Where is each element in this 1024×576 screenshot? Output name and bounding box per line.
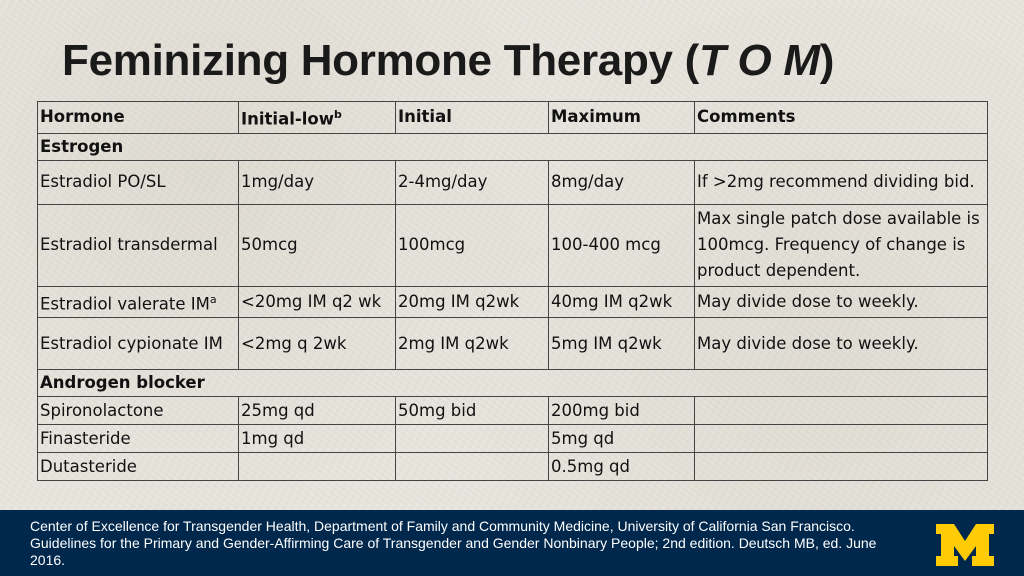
section-row: [38, 133, 988, 160]
header-hormone: Hormone: [38, 102, 239, 134]
cell-comments: [695, 425, 988, 453]
cell-maximum: 8mg/day: [549, 160, 695, 204]
header-initial-low: Initial-low$^b$: [239, 102, 396, 134]
cell-comments: If >2mg recommend dividing bid.: [695, 160, 988, 204]
cell-hormone: Estradiol valerate $IM^a$: [38, 286, 239, 318]
slide-title: [62, 36, 834, 86]
cell-initial-low: <2mg q 2wk: [239, 318, 396, 370]
cell-maximum: 0.5mg qd: [549, 453, 695, 481]
header-comments: Comments: [695, 102, 988, 134]
table-row: [38, 204, 988, 286]
cell-initial-low: 1mg/day: [239, 160, 396, 204]
cell-maximum: 200mg bid: [549, 397, 695, 425]
cell-comments: [695, 397, 988, 425]
table-row: [38, 453, 988, 481]
cell-comments: May divide dose to weekly.: [695, 318, 988, 370]
cell-hormone: Dutasteride: [38, 453, 239, 481]
cell-initial-low: [239, 453, 396, 481]
cell-hormone: Estradiol cypionate IM: [38, 318, 239, 370]
cell-hormone: Estradiol transdermal: [38, 204, 239, 286]
cell-initial-low: 50mcg: [239, 204, 396, 286]
table-body: [38, 133, 988, 481]
header-initial: Initial: [396, 102, 549, 134]
cell-maximum: 40mg IM q2wk: [549, 286, 695, 318]
title-main: Feminizing Hormone Therapy (: [62, 36, 699, 85]
footnote-marker-b: b: [333, 108, 342, 121]
cell-hormone: Spironolactone: [38, 397, 239, 425]
section-row: [38, 370, 988, 397]
cell-comments: May divide dose to weekly.: [695, 286, 988, 318]
section-label: Estrogen: [38, 133, 988, 160]
cell-initial: 20mg IM q2wk: [396, 286, 549, 318]
title-italic: T O M: [699, 36, 820, 85]
table-row: [38, 318, 988, 370]
block-m-logo: [934, 522, 996, 568]
cell-initial: 50mg bid: [396, 397, 549, 425]
table-row: [38, 286, 988, 318]
reference-text: Center of Excellence for Transgender Health, Department of Family and Community Medicine, University of California San Francisco. Guidelines for the Primary and Gender-Affirming Care of Transgender and Gender Nonbinary People; 2nd edition. Deutsch MB, ed. June 2016.: [30, 518, 877, 568]
cell-initial: 2-4mg/day: [396, 160, 549, 204]
cell-comments: [695, 453, 988, 481]
header-maximum: Maximum: [549, 102, 695, 134]
cell-maximum: 100-400 mcg: [549, 204, 695, 286]
section-label: Androgen blocker: [38, 370, 988, 397]
cell-initial: [396, 425, 549, 453]
cell-hormone: Estradiol PO/SL: [38, 160, 239, 204]
cell-initial: [396, 453, 549, 481]
table-row: [38, 425, 988, 453]
hormone-table: [37, 101, 988, 481]
cell-hormone: Finasteride: [38, 425, 239, 453]
cell-initial-low: <20mg IM q2 wk: [239, 286, 396, 318]
cell-initial: 2mg IM q2wk: [396, 318, 549, 370]
cell-maximum: 5mg qd: [549, 425, 695, 453]
cell-initial-low: 25mg qd: [239, 397, 396, 425]
table-row: [38, 397, 988, 425]
table-row: [38, 160, 988, 204]
cell-initial: 100mcg: [396, 204, 549, 286]
title-close: ): [819, 36, 835, 85]
table-header-row: [38, 102, 988, 134]
cell-initial-low: 1mg qd: [239, 425, 396, 453]
cell-maximum: 5mg IM q2wk: [549, 318, 695, 370]
footer-bar: [0, 510, 1024, 576]
footnote-marker-a: a: [209, 292, 217, 306]
cell-comments: Max single patch dose available is 100mcg. Frequency of change is product dependent.: [695, 204, 988, 286]
